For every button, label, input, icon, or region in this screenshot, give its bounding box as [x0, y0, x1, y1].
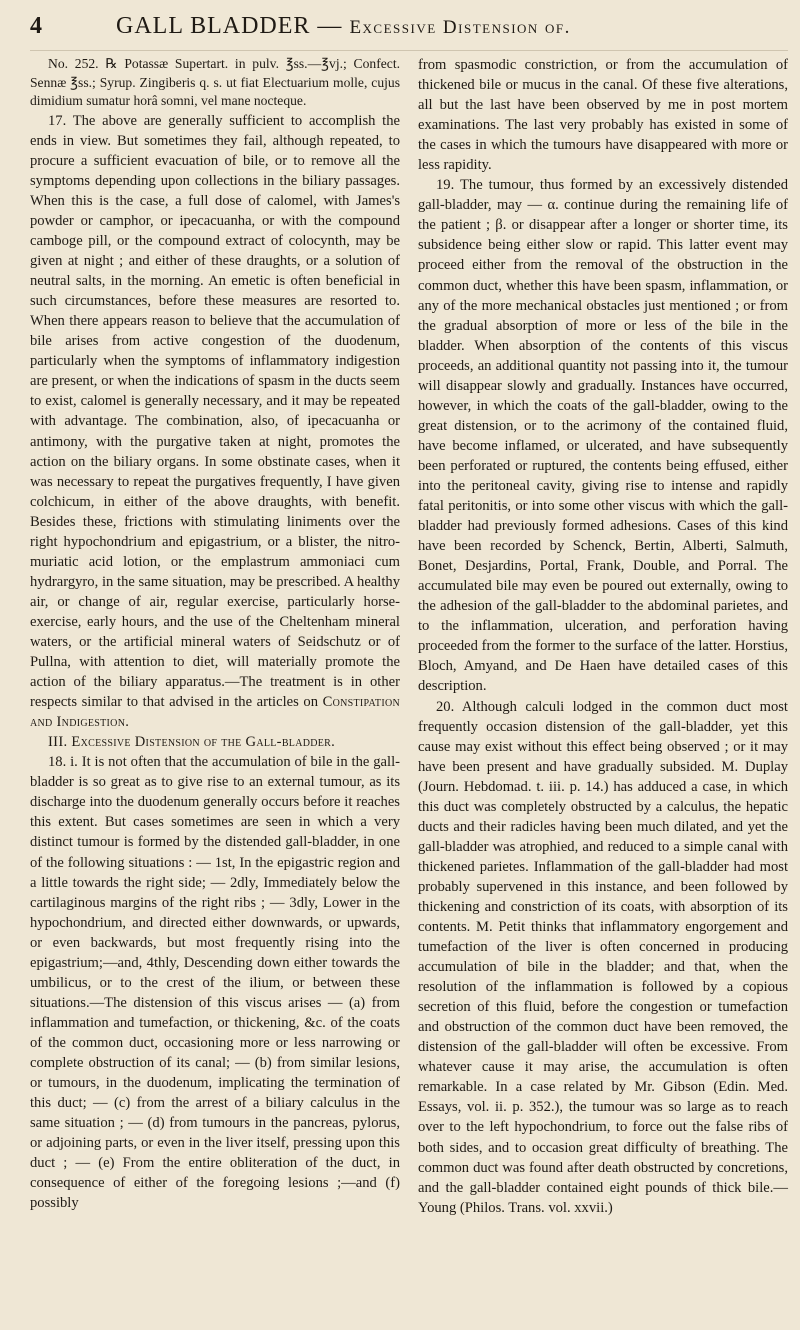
paragraph-18: 18. i. It is not often that the accumulation of bile in the gall-bladder is so great as to give rise to an external tumour, as its discharge into the duodenum generally occurs before it reaches this extent. But cases sometimes are seen in which a very distinct tumour is formed by the distended gall-bladder, in one of the following situations : — 1st, In the epigastric region and a little towards the right side; — 2dly, Immediately below the cartilaginous margins of the right ribs ; — 3dly, Lower in the hypochondrium, and directed either downwards, or upwards, or even backwards, but most frequently rising into the epigastrium;—and, 4thly, Descending down either towards the umbilicus, or to the crest of the ilium, or between these situations.—The distension of this viscus arises — (a) from inflammation and tumefaction, or thickening, &c. of the coats of the common duct, occasioning more or less narrowing or complete obstruction of its canal; — (b) from similar lesions, or tumours, in the duodenum, implicating the termination of this duct; — (c) from the arrest of a biliary calculus in the same situation ; — (d) from tumours in the pancreas, pylorus, or adjoining parts, or even in the liver itself, pressing upon this duct ; — (e) From the entire obliteration of the duct, in consequence of either of the foregoing lesions ;—and (f) possibly — [30, 754, 400, 1212]
section-heading: III. Excessive Distension of the Gall-bladder. — [48, 734, 336, 751]
running-header — [30, 8, 788, 51]
running-title — [116, 8, 571, 46]
running-title-main: GALL BLADDER — — [116, 13, 350, 39]
paragraph-18-continued: from spasmodic constriction, or from the accumulation of thickened bile or mucus in the canal. Of these five alterations, all but the last have been observed by me in post mortem examinations. The last very probably has existed in some of the cases in which the tumours have disappeared with more or less rapidity. — [418, 57, 788, 174]
paragraph-17 — [30, 111, 400, 732]
paragraph-20: 20. Although calculi lodged in the common duct most frequently occasion distension of the gall-bladder, yet this cause may exist without this effect being observed ; or it may have been present and have gradually subsided. M. Duplay (Journ. Hebdomad. t. iii. p. 14.) has adduced a case, in which this duct was completely obstructed by a calculus, the hepatic ducts and their radicles having been much dilated, and yet the gall-bladder was atrophied, and reduced to a simple canal with thickened parietes. Inflammation of the gall-bladder had most probably supervened in this instance, and been followed by thickening and constriction of its coats, with absorption of its contents. M. Petit thinks that inflammatory engorgement and tumefaction of the liver is often concerned in producing accumulation of bile in the bladder; and that, when the resolution of the inflammation is followed by a copious secretion of this fluid, before the congestion or tumefaction and obstruction of the common duct have been removed, the distension of the gall-bladder will often be excessive. From whatever cause it may arise, the accumulation is often remarkable. In a case related by Mr. Gibson (Edin. Med. Essays, vol. ii. p. 352.), the tumour was so large as to reach over to the left hypochondrium, to force out the false ribs of both sides, and to occasion great difficulty of breathing. The common duct was found after death obstructed by concretions, and the gall-bladder contained eight pounds of thick bile.— Young (Philos. Trans. vol. xxvii.) — [418, 698, 788, 1216]
right-column — [418, 55, 788, 1218]
paragraph-17-cross-reference: Constipation and Indigestion. — [30, 694, 400, 731]
left-column — [30, 55, 400, 1218]
paragraph-17-text: 17. The above are generally sufficient to accomplish the ends in view. But sometimes they fail, although repeated, to procure a sufficient evacuation of bile, or to remove all the symptoms depending upon collections in the biliary passages. When this is the case, a full dose of calomel, with James's powder or camphor, or ipecacuanha, or with the compound camboge pill, or the compound extract of colocynth, may be given at night ; and either of these draughts, or a solution of neutral salts, in the morning. An emetic is often beneficial in such circumstances, before these measures are resorted to. When there appears reason to believe that the accumulation of bile arises from active congestion of the duodenum, particularly when the symptoms of inflammatory indigestion are present, or when the indications of spasm in the ducts seem to exist, calomel is generally necessary, and it may be repeated with advantage. The combination, also, of ipecacuanha or antimony, with the purgative taken at night, promotes the action on the biliary organs. In some obstinate cases, when it was necessary to repeat the purgatives frequently, I have given colchicum, in either of the above draughts, with benefit. Besides these, frictions with stimulating liniments over the right hypochondrium and epigastrium, or a blister, the nitro-muriatic acid lotion, or the emplastrum ammoniaci cum hydrargyro, in the same situation, may be prescribed. A healthy air, or change of air, regular exercise, particularly horse-exercise, early hours, and the use of the Cheltenham mineral waters, or the artificial mineral waters of Seidschutz or of Pullna, with attention to diet, will materially promote the action of the biliary apparatus.—The treatment is in other respects similar to that advised in the articles on — [30, 112, 400, 711]
paragraph-19: 19. The tumour, thus formed by an excessively distended gall-bladder, may — α. continue during the remaining life of the patient ; β. or disappear after a longer or shorter time, its subsidence being either slow or rapid. This latter event may proceed either from the removal of the obstruction in the common duct, whether this have been spasm, inflammation, or any of the more mechanical obstacles just mentioned ; or from the gradual absorption of more or less of the bile in the bladder. When absorption of the contents of this viscus proceeds, an additional quantity not passing into it, the tumour will disappear slowly and gradually. Instances have occurred, however, in which the coats of the gall-bladder, owing to the great distension, or to the acrimony of the contained fluid, have become inflamed, or ulcerated, and have subsequently been perforated or ruptured, the contents being effused, either into the peritoneal cavity, giving rise to intense and rapidly fatal peritonitis, or into some other viscus with which the gall-bladder had previously formed adhesions. Cases of this kind have been recorded by Schenck, Bertin, Alberti, Salmuth, Bonet, Desjardins, Portal, Frank, Double, and Porral. The accumulated bile may even be poured out externally, owing to the adhesion of the gall-bladder to the abdominal parietes, and to the inflammation, ulceration, and perforation having proceeded from the former to the surface of the latter. Horstius, Bloch, Amyand, and De Haen have detailed cases of this description. — [418, 177, 788, 695]
page-number: 4 — [30, 13, 42, 39]
prescription-252: No. 252. ℞ Potassæ Supertart. in pulv. ℥ss.—℥vj.; Confect. Sennæ ℥ss.; Syrup. Zingiberis q. s. ut fiat Electuarium molle, cujus dimidium sumatur horâ somni, vel mane nocteque. — [30, 56, 400, 109]
two-column-body — [30, 55, 788, 1218]
running-title-sub: Excessive Distension of. — [349, 17, 571, 38]
